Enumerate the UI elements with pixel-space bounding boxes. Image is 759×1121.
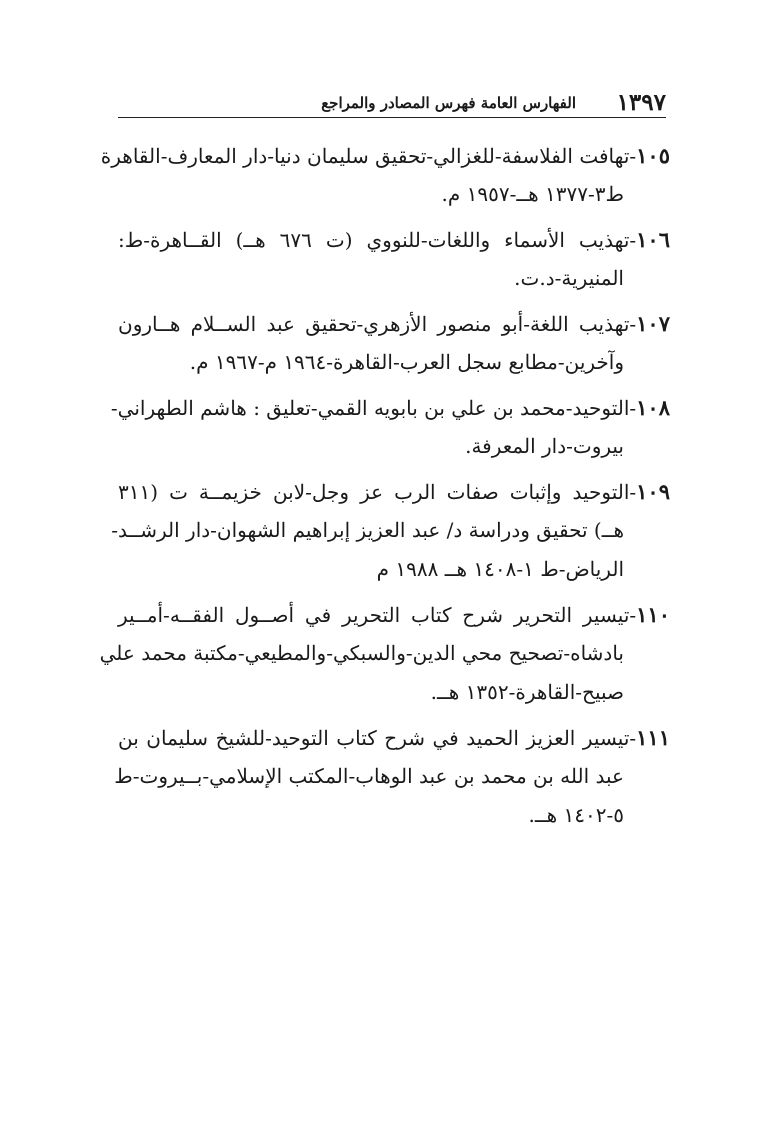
reference-entry-108 [110, 388, 670, 466]
entry-text: -تيسير العزيز الحميد في شرح كتاب التوحيد-للشيخ سليمان بن [118, 726, 637, 750]
entry-line [100, 136, 670, 175]
entry-line: صبيح-القاهرة-١٣٥٢ هــ. [430, 680, 624, 704]
entry-line: بيروت-دار المعرفة. [465, 434, 624, 458]
entry-line: الرياض-ط ١-١٤٠٨ هــ ١٩٨٨ م [376, 557, 624, 581]
entry-text: -تيسير التحرير شرح كتاب التحرير في أصــول الفقــه-أمــير [118, 603, 637, 627]
reference-entry-107 [118, 304, 670, 382]
entry-line: بادشاه-تصحيح محي الدين-والسبكي-والمطيعي-مكتبة محمد علي [99, 641, 624, 665]
entry-number: ١١٠ [636, 602, 670, 627]
entry-number: ١٠٩ [636, 479, 670, 504]
header-title: الفهارس العامة فهرس المصادر والمراجع [321, 94, 576, 112]
entry-line [118, 220, 670, 259]
entry-line [110, 388, 670, 427]
running-header [118, 88, 666, 120]
reference-entry-109 [111, 472, 670, 589]
header-rule [118, 117, 666, 118]
entry-number: ١١١ [636, 725, 670, 750]
reference-entry-110 [99, 595, 670, 712]
entry-line: ط٣-١٣٧٧ هــ-١٩٥٧ م. [441, 182, 624, 206]
entry-number: ١٠٦ [636, 227, 670, 252]
entry-line [118, 718, 670, 757]
entry-text: -تهذيب الأسماء واللغات-للنووي (ت ٦٧٦ هــ) القــاهرة-ط: [118, 228, 637, 252]
entry-line: ٥-١٤٠٢ هــ. [528, 803, 624, 827]
reference-entry-111 [114, 718, 670, 835]
entry-text: -تهذيب اللغة-أبو منصور الأزهري-تحقيق عبد الســلام هــارون [118, 312, 637, 336]
entry-line [118, 304, 670, 343]
page-number: ١٣٩٧ [616, 89, 666, 116]
entry-text: -التوحيد وإثبات صفات الرب عز وجل-لابن خزيمــة ت (٣١١ [118, 480, 637, 504]
references-list [99, 136, 670, 841]
entry-line: هــ) تحقيق ودراسة د/ عبد العزيز إبراهيم الشهوان-دار الرشــد- [111, 518, 624, 542]
entry-line: وآخرين-مطابع سجل العرب-القاهرة-١٩٦٤ م-١٩٦٧ م. [189, 350, 624, 374]
entry-number: ١٠٥ [636, 143, 670, 168]
entry-line: عبد الله بن محمد بن عبد الوهاب-المكتب الإسلامي-بــيروت-ط [114, 764, 624, 788]
entry-text: -تهافت الفلاسفة-للغزالي-تحقيق سليمان دنيا-دار المعارف-القاهرة [100, 144, 637, 168]
entry-text: -التوحيد-محمد بن علي بن بابويه القمي-تعليق : هاشم الطهراني- [110, 396, 637, 420]
reference-entry-106 [118, 220, 670, 298]
entry-line [118, 595, 670, 634]
entry-line [118, 472, 670, 511]
entry-line: المنيرية-د.ت. [514, 266, 624, 290]
reference-entry-105 [100, 136, 670, 214]
entry-number: ١٠٨ [636, 395, 670, 420]
entry-number: ١٠٧ [636, 311, 670, 336]
